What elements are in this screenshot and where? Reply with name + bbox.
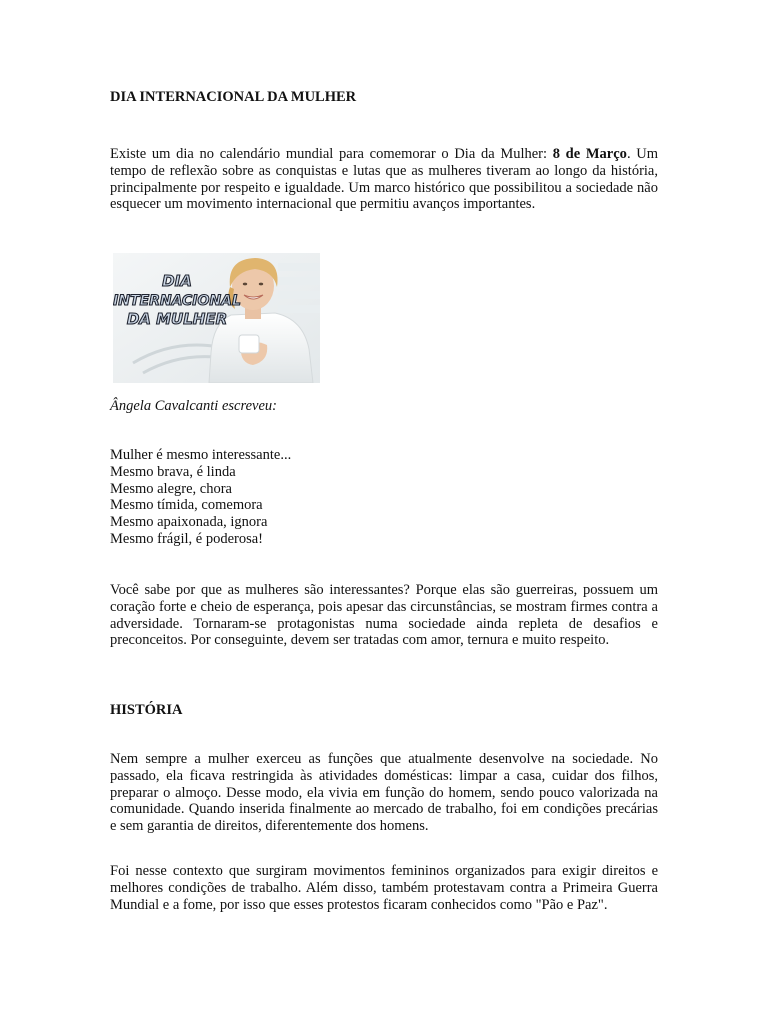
illustration-svg	[113, 253, 320, 383]
poem-line: Mesmo alegre, chora	[110, 480, 232, 497]
poem	[110, 447, 291, 548]
poem-line: Mesmo brava, é linda	[110, 463, 236, 480]
poem-line: Mulher é mesmo interessante...	[110, 447, 292, 463]
author-line: Ângela Cavalcanti escreveu:	[110, 398, 277, 414]
poem-line: Mesmo tímida, comemora	[110, 497, 263, 514]
intro-date-bold: 8 de Março	[552, 146, 627, 162]
illustration-title-line-3: DA MULHER	[126, 310, 228, 328]
poem-line: Mesmo apaixonada, ignora	[110, 514, 268, 531]
intro-text-start: Existe um dia no calendário mundial para comemorar o Dia da Mulher:	[110, 146, 553, 162]
section-heading-history: HISTÓRIA	[110, 702, 183, 718]
paragraph-interesting-women: Você sabe por que as mulheres são interessantes? Porque elas são guerreiras, possuem um coração forte e cheio de esperança, pois apesar das circunstâncias, se mostram firmes contra a adversidade. Tornaram-se protagonistas numa sociedade ainda repleta de desafios e preconceitos. Por conseguinte, devem ser tratadas com amor, ternura e muito respeito.	[110, 582, 658, 649]
intro-paragraph	[110, 146, 658, 213]
paragraph-history-2: Foi nesse contexto que surgiram movimentos femininos organizados para exigir direitos e melhores condições de trabalho. Além disso, também protestavam contra a Primeira Guerra Mundial e a fome, por isso que esses protestos ficaram conhecidos como "Pão e Paz".	[110, 863, 658, 913]
paragraph-history-1: Nem sempre a mulher exerceu as funções que atualmente desenvolve na sociedade. No passado, ela ficava restringida às atividades domésticas: limpar a casa, cuidar dos filhos, preparar o almoço. Desse modo, ela vivia em função do homem, sendo pouco valorizada na comunidade. Quando inserida finalmente ao mercado de trabalho, foi em condições precárias e sem garantia de direitos, diferentemente dos homens.	[110, 751, 658, 835]
women-day-illustration	[113, 253, 320, 383]
document-title: DIA INTERNACIONAL DA MULHER	[110, 89, 357, 105]
illustration-title-line-1: DIA	[162, 272, 192, 290]
illustration-title-line-2: INTERNACIONAL	[113, 293, 241, 309]
poem-line: Mesmo frágil, é poderosa!	[110, 530, 264, 547]
intro-text-end: . Um tempo de reflexão sobre as conquistas e lutas que as mulheres tiveram ao longo da história, principalmente por respeito e igualdade. Um marco histórico que possibilitou a sociedade não esquecer um movimento internacional que permitiu avanços importantes.	[110, 146, 659, 213]
